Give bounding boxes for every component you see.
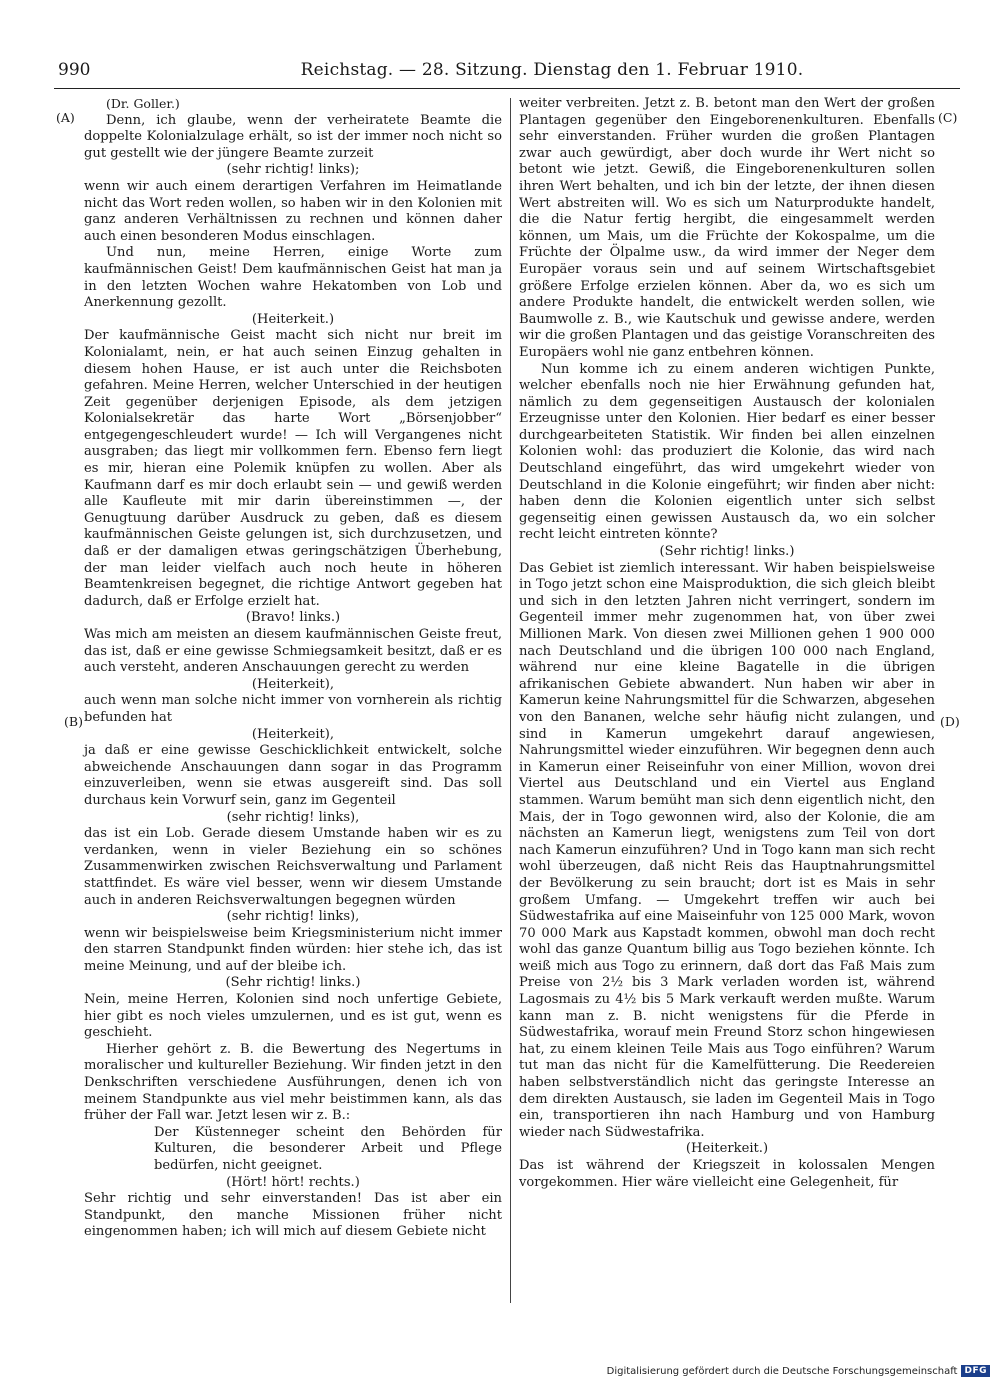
margin-marker-d: (D)	[940, 714, 960, 729]
page-number: 990	[58, 60, 91, 80]
paragraph: Das ist während der Kriegszeit in kolossalen Mengen vorgekommen. Hier wäre vielleicht eine Gelegenheit, für	[519, 1158, 935, 1190]
margin-marker-a: (A)	[56, 110, 75, 125]
reaction: (Heiterkeit.)	[685, 1141, 769, 1157]
paragraph: Sehr richtig und sehr einverstanden! Das ist aber ein Standpunkt, den manche Missionen früher nicht eingenommen haben; ich will mich auf diesem Gebiete nicht	[84, 1191, 502, 1240]
margin-marker-c: (C)	[938, 110, 958, 125]
reaction: (Hört! hört! rechts.)	[226, 1174, 360, 1190]
margin-marker-b: (B)	[64, 714, 83, 729]
paragraph: Das Gebiet ist ziemlich interessant. Wir haben beispielsweise in Togo jetzt schon eine Maisproduktion, die sich gleich bleibt und sich in den letzten Jahren nicht verringert, sondern im Gegenteil immer mehr zugenommen hat, von über zwei Millionen Mark. Von diesen zwei Millionen gehen 1 900 000 nach Deutschland und die übrigen 100 000 nach England, während nur eine kleine Bagatelle in die übrigen afrikanischen Gebiete abwandert. Nun haben wir aber in Kamerun keine Nahrungsmittel für die Schwarzen, abgesehen von den Bananen, welche sehr häufig nicht zulangen, und sind in Kamerun umgekehrt darauf angewiesen, Nahrungsmittel wieder einzuführen. Wir begegnen denn auch in Kamerun einer Reiseinfuhr von einer Million, wovon drei Viertel aus Deutschland und ein Viertel aus England stammen. Warum bemüht man sich denn eigentlich nicht, den Mais, der in Togo gewonnen wird, also der Kolonie, die am nächsten an Kamerun liegt, wenigstens zum Teil von dort nach Kamerun einzuführen? Und in Togo kann man sich recht wohl überzeugen, daß nicht Reis das Hauptnahrungsmittel der Bevölkerung zu sein braucht; dort ist es Mais in sehr großem Umfang. — Umgekehrt treffen wir auch bei Südwestafrika auf eine Maiseinfuhr von 125 000 Mark, wovon 70 000 Mark aus Kapstadt kommen, obwohl man doch recht wohl das ganze Quantum billig aus Togo beziehen könnte. Ich weiß mich aus Togo zu erinnern, daß dort das Faß Mais zum Preise von 2½ bis 3 Mark verladen worden ist, während Lagosmais zu 4½ bis 5 Mark verkauft werden mußte. Warum kann man z. B. nicht wenigstens für die Pferde in Südwestafrika, worauf mein Freund Storz schon hingewiesen hat, zu einem kleinen Teile Mais aus Togo einführen? Warum tut man das nicht für die Kamelfütterung. Die Reedereien haben selbstverständlich nicht das geringste Interesse an dem direkten Austausch, sie laden im Gegenteil Mais in Togo ein, transportieren ihn nach Hamburg und von Hamburg wieder nach Südwestafrika.	[519, 560, 935, 1140]
block-quote	[154, 1125, 502, 1175]
dfg-logo: DFG	[961, 1365, 990, 1377]
running-title: Reichstag. — 28. Sitzung. Dienstag den 1. Februar 1910.	[300, 60, 804, 80]
right-column	[519, 96, 935, 1191]
reaction: (Heiterkeit.)	[251, 311, 335, 327]
paragraph: ja daß er eine gewisse Geschicklichkeit entwickelt, solche abweichende Anschauungen dann sogar in das Programm einzuverleiben, wenn sie etwas ausgereift sind. Das soll durchaus kein Vorwurf sein, ganz im Gegenteil	[84, 743, 502, 808]
reaction: (sehr richtig! links),	[226, 909, 360, 925]
paragraph: Nun komme ich zu einem anderen wichtigen Punkte, welcher ebenfalls noch nie hier Erwähnung gefunden hat, nämlich zu dem gegenseitigen Austausch der kolonialen Erzeugnisse unter den Kolonien. Hier bedarf es einer besser durchgearbeiteten Statistik. Wir finden bei allen einzelnen Kolonien wohl: das produziert die Kolonie, das wird nach Deutschland eingeführt, das wird umgekehrt wieder von Deutschland in die Kolonie eingeführt; wir finden aber nicht: haben denn die Kolonien eigentlich unter sich selbst gegenseitig einen gewissen Austausch da, wo ein solcher recht leicht eintreten könnte?	[519, 361, 935, 543]
paragraph: wenn wir auch einem derartigen Verfahren im Heimatlande nicht das Wort reden wollen, so haben wir in den Kolonien mit ganz anderen Verhältnissen zu rechnen und können daher auch einen besonderen Modus einschlagen.	[84, 178, 502, 244]
funding-credit: Digitalisierung gefördert durch die Deutsche Forschungsgemeinschaft	[606, 1365, 958, 1377]
paragraph: das ist ein Lob. Gerade diesem Umstande haben wir es zu verdanken, wenn in vieler Beziehung ein so schönes Zusammenwirken zwischen Reichsverwaltung und Parlament stattfindet. Es wäre viel besser, wenn wir diesem Umstande auch in anderen Reichsverwaltungen begegnen würden	[84, 826, 502, 908]
paragraph: Was mich am meisten an diesem kaufmännischen Geiste freut, das ist, daß er eine gewisse Schmiegsamkeit besitzt, daß er es auch versteht, anderen Anschauungen gerecht zu werden	[84, 627, 502, 676]
quote-text: Der Küstenneger scheint den Behörden für Kulturen, die besonderer Arbeit und Pflege bedürfen, nicht geeignet.	[154, 1124, 502, 1173]
speaker-label: (Dr. Goller.)	[106, 96, 180, 111]
paragraph: auch wenn man solche nicht immer von vornherein als richtig befunden hat	[84, 693, 502, 725]
paragraph: Der kaufmännische Geist macht sich nicht nur breit im Kolonialamt, nein, er hat auch seinen Einzug gehalten in diesem hohen Hause, er ist auch unter die Reichsboten gefahren. Meine Herren, welcher Unterschied in der heutigen Zeit gegenüber derjenigen Episode, als dem jetzigen Kolonialsekretär das harte Wort „Börsenjobber“ entgegengeschleudert wurde! — Ich will Vergangenes nicht ausgraben; das liegt mir vollkommen fern. Ebenso fern liegt es mir, hieran eine Polemik knüpfen zu wollen. Aber als Kaufmann darf es mir doch erlaubt sein — und gewiß werden alle Kaufleute mit mir darin übereinstimmen —, der Genugtuung darüber Ausdruck zu geben, daß es diesem kaufmännischen Geiste gelungen ist, sich durchzusetzen, und daß er der damaligen etwas geringschätzigen Überhebung, der man leider vielfach auch noch heute in höheren Beamtenkreisen begegnet, die richtige Antwort gegeben hat dadurch, daß er Erfolge erzielt hat.	[84, 328, 502, 609]
paragraph: Denn, ich glaube, wenn der verheiratete Beamte die doppelte Kolonialzulage erhält, so ist der immer noch nicht so gut gestellt wie der jüngere Beamte zurzeit	[84, 112, 502, 161]
digitization-footer	[607, 1365, 990, 1377]
left-column	[84, 96, 502, 1241]
paragraph: Nein, meine Herren, Kolonien sind noch unfertige Gebiete, hier gibt es noch vieles umzulernen, und es ist gut, wenn es geschieht.	[84, 992, 502, 1041]
column-divider	[510, 98, 511, 1303]
paragraph: wenn wir beispielsweise beim Kriegsministerium nicht immer den starren Standpunkt finden würden: hier stehe ich, das ist meine Meinung, und auf der bleibe ich.	[84, 925, 502, 974]
paragraph: Und nun, meine Herren, einige Worte zum kaufmännischen Geist! Dem kaufmännischen Geist hat man ja in den letzten Wochen wahre Hekatomben von Lob und Anerkennung gezollt.	[84, 245, 502, 311]
reaction: (sehr richtig! links),	[226, 809, 360, 825]
paragraph: weiter verbreiten. Jetzt z. B. betont man den Wert der großen Plantagen gegenüber den Eingeborenenkulturen. Ebenfalls sehr einverstanden. Früher wurden die großen Plantagen zwar auch gewürdigt, aber doch wurde ihr Wert nicht so betont wie jetzt. Gewiß, die Eingeborenenkulturen sollen ihren Wert behalten, und ich bin der letzte, der ihnen diesen Wert abstreiten will. Wo es sich um Naturprodukte handelt, die die Natur fertig hergibt, die eingesammelt werden können, um Mais, um die Früchte der Kokospalme, um die Früchte der Ölpalme usw., da wird immer der Neger dem Europäer voraus sein und auf seinem Wirtschaftsgebiet größere Erfolge erzielen können. Aber da, wo es sich um andere Produkte handelt, die entwickelt werden sollen, wie Baumwolle z. B., wie Kautschuk und gewisse andere, werden wir die großen Plantagen und das geistige Voranschreiten des Europäers wohl nie ganz entbehren können.	[519, 96, 935, 360]
paragraph: Hierher gehört z. B. die Bewertung des Negertums in moralischer und kultureller Beziehung. Wir finden jetzt in den Denkschriften verschiedene Ausführungen, denen ich von meinem Standpunkte aus viel mehr beistimmen kann, als das früher der Fall war. Jetzt lesen wir z. B.:	[84, 1041, 502, 1124]
reaction: (sehr richtig! links);	[226, 162, 360, 178]
reaction: (Heiterkeit),	[251, 726, 335, 742]
reaction: (Heiterkeit),	[251, 676, 335, 692]
page-header	[54, 58, 960, 89]
reaction: (Bravo! links.)	[245, 610, 341, 626]
reaction: (Sehr richtig! links.)	[225, 975, 361, 991]
reaction: (Sehr richtig! links.)	[659, 544, 795, 560]
